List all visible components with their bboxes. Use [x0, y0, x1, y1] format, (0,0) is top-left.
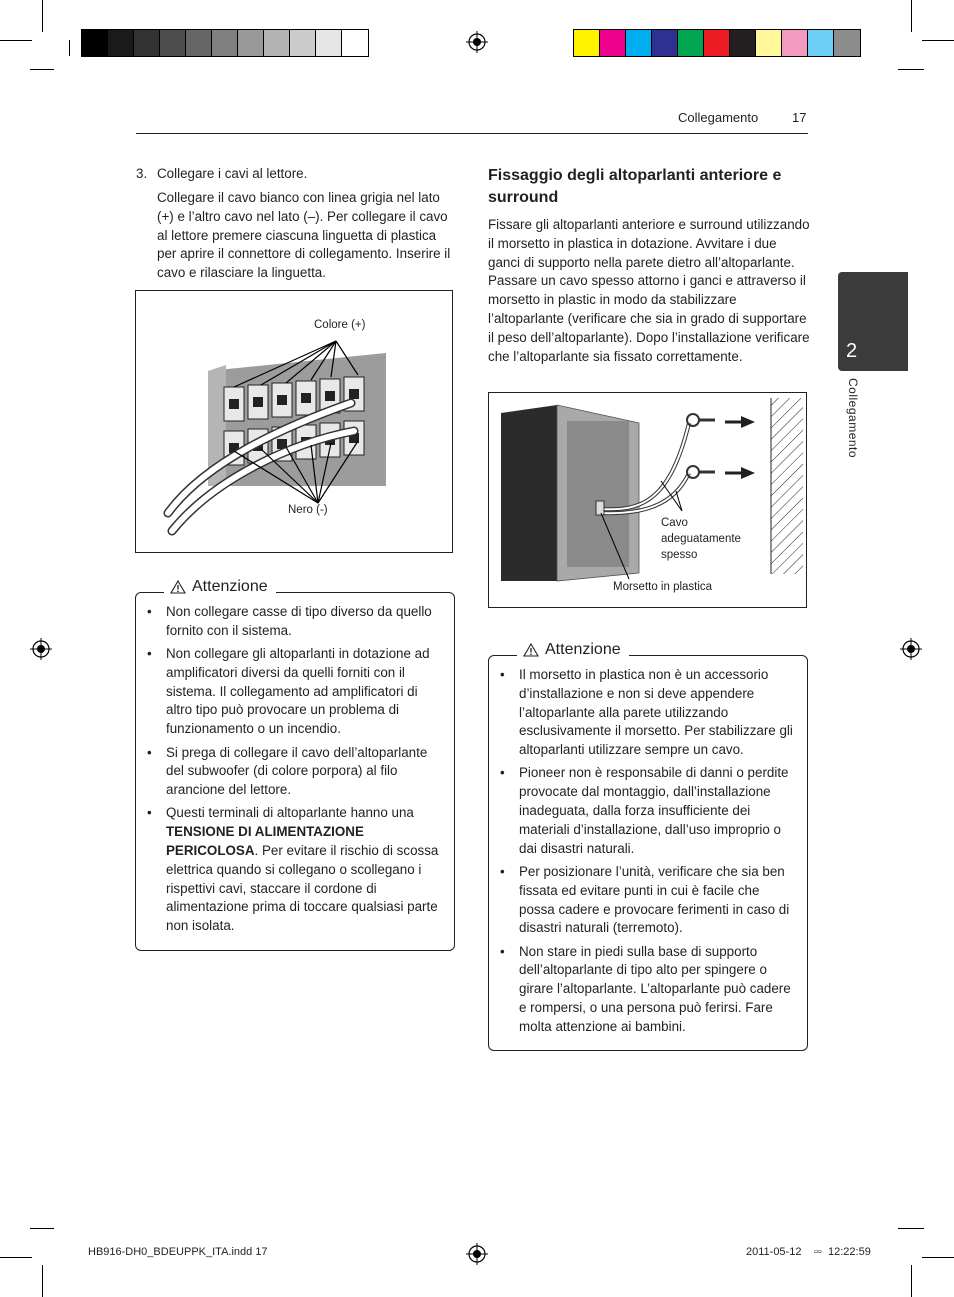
process-color-bar: [573, 29, 861, 57]
list-item: • Si prega di collegare il cavo dell’altoparlante del subwoofer (di colore porpora) al filo arancione del lettore.: [136, 744, 442, 800]
list-item: • Non stare in piedi sulla base di supporto dell’altoparlante di tipo alto per spingere o girare l’altoparlante. L’altoparlante può cadere e rompersi, o una persona può ferirsi. Fare molta attenzione ai bambini.: [489, 943, 795, 1037]
speaker-mounting-illustration: [489, 393, 806, 607]
step-body: Collegare il cavo bianco con linea grigia nel lato (+) e l’altro cavo nel lato (–). Per collegare il cavo al lettore premere ciascuna linguetta di plastica per aprire il connettore di collegamento. Inserire il cavo e rilasciare la linguetta.: [157, 190, 451, 281]
warning-triangle-icon: [523, 643, 539, 657]
list-item: [136, 804, 442, 936]
chapter-tab-label: Collegamento: [846, 378, 860, 459]
crop-mark: [922, 40, 954, 41]
color-swatch: [808, 30, 834, 56]
color-swatch: [342, 30, 368, 56]
color-swatch: [782, 30, 808, 56]
color-swatch: [756, 30, 782, 56]
label-negative: Nero (-): [288, 504, 328, 516]
crop-mark: [69, 40, 70, 56]
crop-mark: [0, 1257, 32, 1258]
section-heading: Fissaggio degli altoparlanti anteriore e surround: [488, 167, 782, 206]
label-positive: Colore (+): [314, 319, 366, 331]
section-body: Fissare gli altoparlanti anteriore e surround utilizzando il morsetto in plastica in dotazione. Avvitare i due ganci di supporto nella parete dietro all’altoparlante. Passare un cavo spesso attorno i ganci e attraverso il morsetto in plastic in modo da stabilizzare l’altoparlante (verificare che sia in grado di supportare il peso dell’altoparlante). Dopo l’installazione verificare che l’altoparlante sia fissato correttamente.: [488, 217, 810, 364]
header-rule: [136, 133, 808, 134]
color-swatch: [160, 30, 186, 56]
grayscale-color-bar: [81, 29, 369, 57]
crop-mark: [911, 0, 912, 32]
crop-mark: [42, 1265, 43, 1297]
color-swatch: [82, 30, 108, 56]
footer-time-prefix-icon: ▫▫: [814, 1246, 822, 1258]
crop-mark: [30, 69, 54, 70]
list-item-bold: TENSIONE DI ALIMENTAZIONE PERICOLOSA: [166, 824, 364, 859]
caution-title-left: [164, 578, 276, 596]
speaker-mounting-figure: [488, 392, 807, 608]
list-item-text: . Per evitare il rischio di scossa elettrica quando si collegano o scollegano i rispettivi cavi, staccare il cordone di alimentazione prima di toccare qualsiasi parte non isolata.: [166, 843, 439, 934]
caution-list-left: [136, 603, 442, 941]
list-item: • Per posizionare l’unità, verificare che sia ben fissata ed evitare punti in cui è facile che possa cadere e provocare ferimenti in caso di disastri naturali (terremoto).: [489, 863, 795, 938]
terminal-hole: [349, 389, 359, 399]
terminal-hole: [301, 393, 311, 403]
color-swatch: [316, 30, 342, 56]
caution-title-right: [517, 641, 629, 659]
color-swatch: [834, 30, 860, 56]
color-swatch: [134, 30, 160, 56]
color-swatch: [264, 30, 290, 56]
list-item: • Pioneer non è responsabile di danni o perdite provocate dal montaggio, dall’installazione inadeguata, dalla forza insufficiente dei materiali d’installazione, dall’uso improprio o dai disastri naturali.: [489, 764, 795, 858]
terminal-hole: [277, 395, 287, 405]
list-item: • Il morsetto in plastica non è un accessorio d’installazione e non si deve appendere l’altoparlante alla parete utilizzando esclusivamente il morsetto. Per stabilizzare gli altoparlanti utilizzare sempre un cavo.: [489, 666, 795, 760]
crop-mark: [911, 1265, 912, 1297]
crop-mark: [42, 0, 43, 32]
list-item: • Non collegare casse di tipo diverso da quello fornito con il sistema.: [136, 603, 442, 641]
color-swatch: [238, 30, 264, 56]
footer-time: 12:22:59: [828, 1246, 871, 1258]
crop-mark: [0, 40, 32, 41]
color-swatch: [574, 30, 600, 56]
running-header-section: Collegamento: [678, 110, 759, 125]
registration-mark-icon: [900, 638, 922, 660]
label-cable: Cavo adeguatamente spesso: [661, 517, 741, 561]
color-swatch: [626, 30, 652, 56]
registration-mark-icon: [466, 1243, 488, 1265]
color-swatch: [704, 30, 730, 56]
chapter-tab-number: 2: [846, 340, 858, 362]
caution-title-text: Attenzione: [545, 641, 621, 658]
caution-list-right: [489, 666, 795, 1041]
terminal-hole: [253, 397, 263, 407]
color-swatch: [290, 30, 316, 56]
crop-mark: [922, 1257, 954, 1258]
speaker-terminal-figure: [135, 290, 453, 553]
crop-mark: [898, 1228, 924, 1229]
color-swatch: [600, 30, 626, 56]
terminal-hole: [325, 391, 335, 401]
crop-mark: [30, 1228, 54, 1229]
terminal-hole: [229, 399, 239, 409]
page-number: 17: [792, 110, 807, 125]
color-swatch: [678, 30, 704, 56]
registration-mark-icon: [466, 31, 488, 53]
color-swatch: [652, 30, 678, 56]
list-item: • Non collegare gli altoparlanti in dotazione ad amplificatori diversi da quelli forniti con il sistema. Il collegamento ad amplificatori di altro tipo può provocare un problema di funzionamento o un incendio.: [136, 645, 442, 739]
step-number: 3.: [136, 166, 148, 181]
crop-mark: [898, 69, 924, 70]
warning-triangle-icon: [170, 580, 186, 594]
color-swatch: [108, 30, 134, 56]
color-swatch: [212, 30, 238, 56]
registration-mark-icon: [30, 638, 52, 660]
color-swatch: [730, 30, 756, 56]
list-item-text: Questi terminali di altoparlante hanno una: [166, 805, 414, 821]
caution-title-text: Attenzione: [192, 578, 268, 595]
footer-date: 2011-05-12: [746, 1246, 802, 1258]
label-clamp: Morsetto in plastica: [613, 581, 713, 593]
step-title: Collegare i cavi al lettore.: [157, 166, 308, 181]
footer-filename: HB916-DH0_BDEUPPK_ITA.indd 17: [88, 1246, 268, 1258]
color-swatch: [186, 30, 212, 56]
